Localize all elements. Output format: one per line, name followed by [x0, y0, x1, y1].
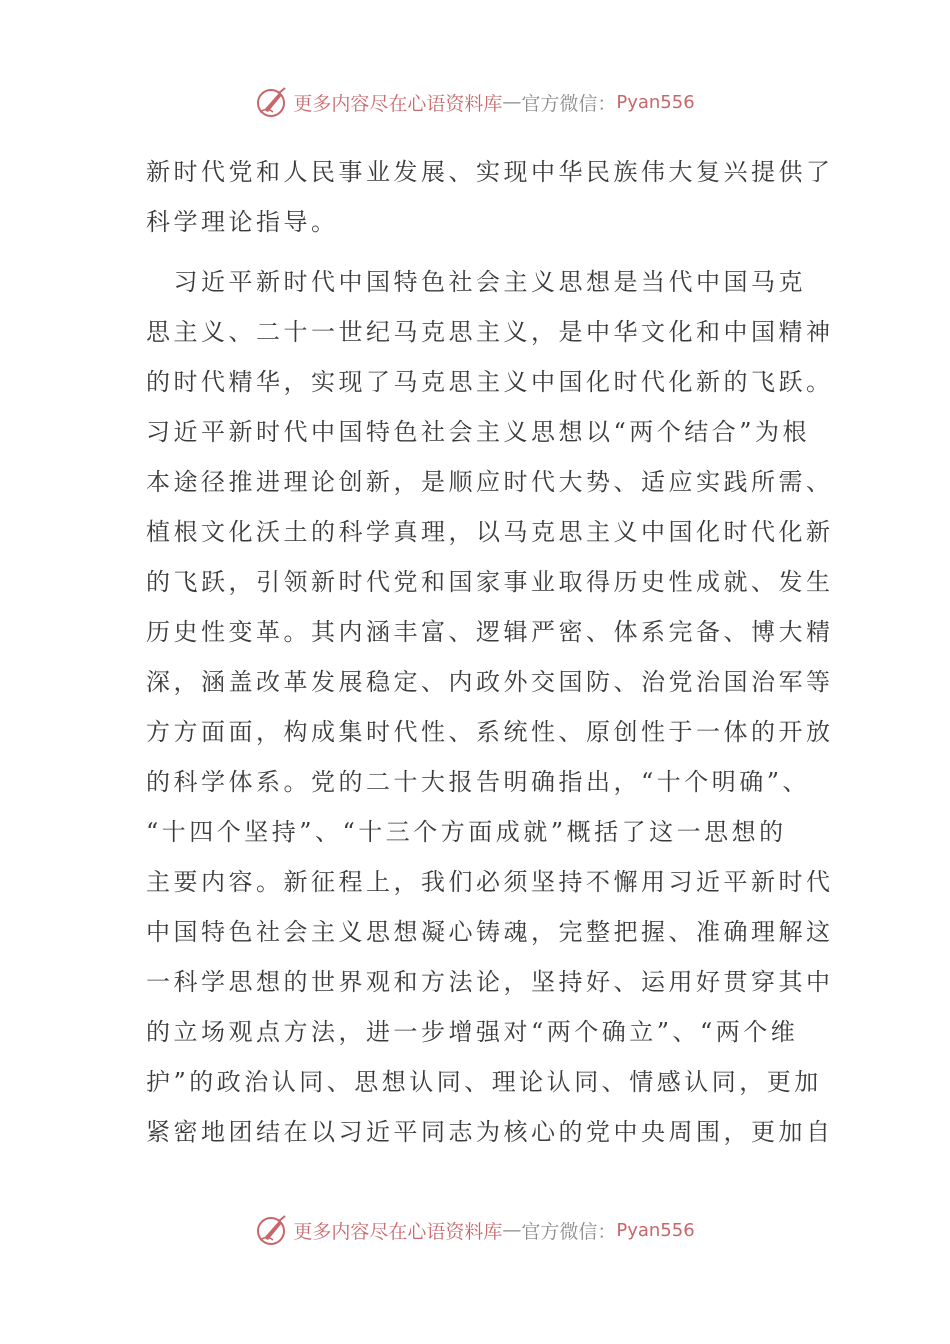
footer-wechat-account: Pyan556	[616, 1219, 695, 1241]
text-line: 方方面面，构成集时代性、系统性、原创性于一体的开放	[146, 718, 834, 746]
footer-banner	[0, 1210, 950, 1250]
text-line: 科学理论指导。	[146, 208, 339, 236]
footer-banner-text	[293, 1217, 694, 1244]
text-line: 植根文化沃土的科学真理，以马克思主义中国化时代化新	[146, 518, 834, 546]
text-line: “十四个坚持”、“十三个方面成就”概括了这一思想的	[146, 818, 787, 846]
text-line: 的立场观点方法，进一步增强对“两个确立”、“两个维	[146, 1018, 799, 1046]
footer-separator: —	[502, 1219, 522, 1241]
text-line: 新时代党和人民事业发展、实现中华民族伟大复兴提供了	[146, 158, 834, 186]
text-line: 中国特色社会主义思想凝心铸魂，完整把握、准确理解这	[146, 918, 834, 946]
document-body	[146, 147, 834, 1157]
header-separator: —	[502, 91, 522, 113]
text-line: 的时代精华，实现了马克思主义中国化时代化新的飞跃。	[146, 368, 834, 396]
paragraph-spacer	[146, 247, 806, 257]
footer-wechat-label: 官方微信：	[521, 1220, 617, 1243]
quill-pen-logo-icon	[255, 1213, 289, 1247]
text-line: 护”的政治认同、思想认同、理论认同、情感认同，更加	[146, 1068, 822, 1096]
text-line: 深，涵盖改革发展稳定、内政外交国防、治党治国治军等	[146, 668, 834, 696]
text-line: 习近平新时代中国特色社会主义思想以“两个结合”为根	[146, 418, 811, 446]
quill-pen-logo-icon	[255, 85, 289, 119]
footer-brand-text: 更多内容尽在心语资料库	[293, 1220, 503, 1243]
text-line: 历史性变革。其内涵丰富、逻辑严密、体系完备、博大精	[146, 618, 834, 646]
header-wechat-label: 官方微信：	[521, 92, 617, 115]
header-banner	[0, 82, 950, 122]
text-line: 一科学思想的世界观和方法论，坚持好、运用好贯穿其中	[146, 968, 834, 996]
text-line: 本途径推进理论创新，是顺应时代大势、适应实践所需、	[146, 468, 834, 496]
text-line: 主要内容。新征程上，我们必须坚持不懈用习近平新时代	[146, 868, 834, 896]
header-wechat-account: Pyan556	[616, 91, 695, 113]
text-line: 的飞跃，引领新时代党和国家事业取得历史性成就、发生	[146, 568, 834, 596]
text-line: 的科学体系。党的二十大报告明确指出，“十个明确”、	[146, 768, 811, 796]
text-line: 思主义、二十一世纪马克思主义，是中华文化和中国精神	[146, 318, 834, 346]
text-line: 习近平新时代中国特色社会主义思想是当代中国马克	[146, 268, 806, 296]
header-brand-text: 更多内容尽在心语资料库	[293, 92, 503, 115]
text-line: 紧密地团结在以习近平同志为核心的党中央周围，更加自	[146, 1118, 834, 1146]
header-banner-text	[293, 89, 694, 116]
